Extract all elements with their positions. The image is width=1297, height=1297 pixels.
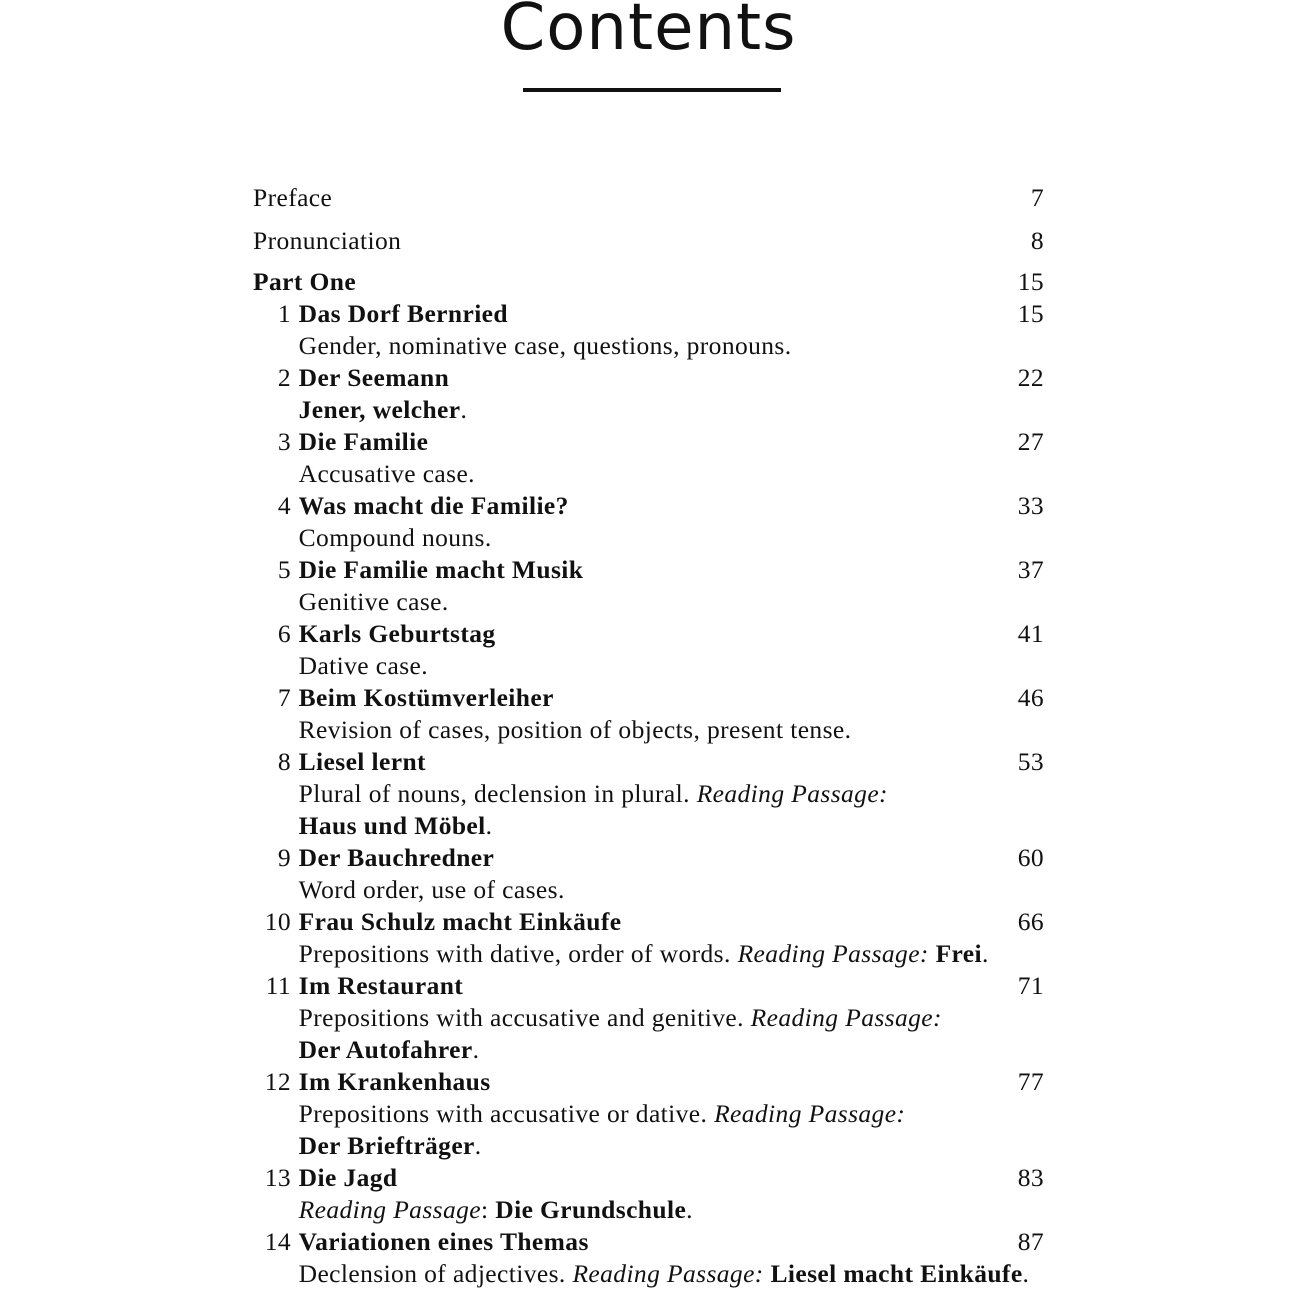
description-text: Prepositions with dative, order of words. bbox=[298, 939, 738, 968]
chapter-description bbox=[261, 1098, 1044, 1130]
chapter-description bbox=[261, 1130, 1044, 1162]
chapter-description bbox=[261, 714, 1044, 746]
toc-entry-chapter[interactable] bbox=[253, 746, 1044, 778]
chapter-page-number: 15 bbox=[1017, 299, 1044, 328]
table-of-contents bbox=[253, 180, 1044, 1290]
emphasized-term: Frei bbox=[935, 939, 983, 968]
chapter-page-number: 46 bbox=[1017, 683, 1044, 712]
chapter-description bbox=[261, 874, 1044, 906]
toc-entry-chapter[interactable] bbox=[253, 618, 1044, 650]
description-text: . bbox=[686, 1195, 693, 1224]
toc-entry-chapter[interactable] bbox=[253, 298, 1044, 330]
chapter-number: 9 bbox=[277, 843, 291, 872]
toc-entry-chapter[interactable] bbox=[253, 906, 1044, 938]
chapter-description bbox=[261, 522, 1044, 554]
description-text: . bbox=[474, 1131, 482, 1160]
chapter-number: 10 bbox=[264, 907, 291, 936]
chapter-page-number: 22 bbox=[1017, 363, 1044, 392]
chapter-description bbox=[261, 394, 1044, 426]
entry-label: Preface bbox=[253, 183, 333, 212]
chapter-description bbox=[261, 938, 1044, 970]
toc-entry-chapter[interactable] bbox=[253, 842, 1044, 874]
emphasized-term: Die Grundschule bbox=[495, 1195, 687, 1224]
description-text: . bbox=[472, 1035, 480, 1064]
chapter-heading bbox=[253, 906, 1018, 938]
chapter-description bbox=[261, 778, 1044, 810]
toc-entry-chapter[interactable] bbox=[253, 554, 1044, 586]
chapter-heading bbox=[253, 1226, 1018, 1258]
chapter-heading bbox=[253, 842, 1018, 874]
chapter-title: Im Restaurant bbox=[298, 971, 464, 1000]
chapter-page-number: 83 bbox=[1017, 1163, 1044, 1192]
chapter-page-number: 53 bbox=[1017, 747, 1044, 776]
chapter-number: 11 bbox=[265, 971, 291, 1000]
chapter-number: 6 bbox=[277, 619, 291, 648]
chapter-heading bbox=[253, 426, 1018, 458]
emphasized-term: Jener, welcher bbox=[298, 395, 461, 424]
description-text: Accusative case. bbox=[298, 459, 475, 488]
chapter-page-number: 27 bbox=[1017, 427, 1044, 456]
emphasized-term: Liesel macht Einkäufe bbox=[770, 1259, 1023, 1288]
chapter-description bbox=[261, 458, 1044, 490]
chapter-title: Frau Schulz macht Einkäufe bbox=[298, 907, 622, 936]
description-text: . bbox=[1022, 1259, 1030, 1288]
toc-entry-chapter[interactable] bbox=[253, 970, 1044, 1002]
chapter-description bbox=[261, 1034, 1044, 1066]
entry-page-number: 8 bbox=[1030, 226, 1044, 255]
part-page-number: 15 bbox=[1017, 267, 1044, 296]
description-text: Word order, use of cases. bbox=[298, 875, 565, 904]
entry-page-number: 7 bbox=[1030, 183, 1044, 212]
chapter-title: Variationen eines Themas bbox=[298, 1227, 589, 1256]
chapter-description bbox=[261, 330, 1044, 362]
chapter-heading bbox=[253, 1162, 1018, 1194]
chapter-number: 5 bbox=[277, 555, 291, 584]
chapter-description bbox=[261, 586, 1044, 618]
description-text: Gender, nominative case, questions, pronouns. bbox=[298, 331, 792, 360]
toc-entry-part[interactable] bbox=[253, 266, 1044, 298]
reading-passage-label: Reading Passage: bbox=[572, 1259, 771, 1288]
chapter-page-number: 41 bbox=[1017, 619, 1044, 648]
chapter-heading bbox=[253, 970, 1018, 1002]
title-underline bbox=[523, 88, 781, 92]
chapter-description bbox=[261, 810, 1044, 842]
reading-passage-label: Reading Passage: bbox=[696, 779, 888, 808]
chapter-heading bbox=[253, 682, 1018, 714]
chapter-page-number: 66 bbox=[1017, 907, 1044, 936]
chapter-number: 8 bbox=[277, 747, 291, 776]
emphasized-term: Haus und Möbel bbox=[298, 811, 486, 840]
reading-passage-label: Reading Passage bbox=[298, 1195, 481, 1224]
chapter-heading bbox=[253, 362, 1018, 394]
toc-entry-front[interactable] bbox=[253, 180, 1044, 223]
chapter-heading bbox=[253, 746, 1018, 778]
description-text: Declension of adjectives. bbox=[298, 1259, 573, 1288]
toc-entry-chapter[interactable] bbox=[253, 682, 1044, 714]
chapter-heading bbox=[253, 1066, 1018, 1098]
chapter-title: Der Seemann bbox=[298, 363, 450, 392]
chapter-title: Beim Kostümverleiher bbox=[298, 683, 554, 712]
chapter-number: 7 bbox=[277, 683, 291, 712]
description-text: : bbox=[481, 1195, 496, 1224]
description-text: Prepositions with accusative and genitive. bbox=[298, 1003, 751, 1032]
description-text: Prepositions with accusative or dative. bbox=[298, 1099, 715, 1128]
emphasized-term: Der Briefträger bbox=[298, 1131, 475, 1160]
chapter-title: Liesel lernt bbox=[298, 747, 426, 776]
chapter-title: Im Krankenhaus bbox=[298, 1067, 491, 1096]
toc-entry-chapter[interactable] bbox=[253, 1162, 1044, 1194]
toc-entry-chapter[interactable] bbox=[253, 1066, 1044, 1098]
toc-entry-chapter[interactable] bbox=[253, 490, 1044, 522]
chapter-title: Der Bauchredner bbox=[298, 843, 495, 872]
toc-entry-chapter[interactable] bbox=[253, 426, 1044, 458]
toc-entry-chapter[interactable] bbox=[253, 362, 1044, 394]
chapter-heading bbox=[253, 490, 1018, 522]
description-text: Dative case. bbox=[298, 651, 429, 680]
chapter-page-number: 77 bbox=[1017, 1067, 1044, 1096]
description-text: . bbox=[485, 811, 493, 840]
emphasized-term: Der Autofahrer bbox=[298, 1035, 473, 1064]
chapter-page-number: 71 bbox=[1017, 971, 1044, 1000]
chapter-heading bbox=[253, 554, 1018, 586]
chapter-heading bbox=[253, 618, 1018, 650]
chapter-number: 14 bbox=[264, 1227, 291, 1256]
chapter-title: Die Familie macht Musik bbox=[298, 555, 584, 584]
reading-passage-label: Reading Passage: bbox=[737, 939, 936, 968]
chapter-number: 3 bbox=[277, 427, 291, 456]
chapter-heading bbox=[253, 298, 1018, 330]
chapter-page-number: 60 bbox=[1017, 843, 1044, 872]
chapter-page-number: 87 bbox=[1017, 1227, 1044, 1256]
chapter-number: 12 bbox=[264, 1067, 291, 1096]
reading-passage-label: Reading Passage: bbox=[750, 1003, 942, 1032]
chapter-number: 4 bbox=[277, 491, 291, 520]
chapter-description bbox=[261, 1194, 1044, 1226]
chapter-page-number: 37 bbox=[1017, 555, 1044, 584]
reading-passage-label: Reading Passage: bbox=[714, 1099, 906, 1128]
toc-entry-chapter[interactable] bbox=[253, 1226, 1044, 1258]
chapter-number: 2 bbox=[277, 363, 291, 392]
chapter-number: 1 bbox=[277, 299, 291, 328]
description-text: Plural of nouns, declension in plural. bbox=[298, 779, 697, 808]
chapter-page-number: 33 bbox=[1017, 491, 1044, 520]
description-text: Genitive case. bbox=[298, 587, 449, 616]
chapter-number: 13 bbox=[264, 1163, 291, 1192]
description-text: . bbox=[460, 395, 468, 424]
chapter-title: Die Jagd bbox=[298, 1163, 398, 1192]
chapter-description bbox=[261, 1002, 1044, 1034]
chapter-description bbox=[261, 1258, 1044, 1290]
chapter-title: Karls Geburtstag bbox=[298, 619, 496, 648]
chapter-title: Die Familie bbox=[298, 427, 429, 456]
chapter-description bbox=[261, 650, 1044, 682]
entry-label: Pronunciation bbox=[253, 226, 402, 255]
toc-entry-front[interactable] bbox=[253, 223, 1044, 266]
chapter-title: Was macht die Familie? bbox=[298, 491, 569, 520]
chapter-title: Das Dorf Bernried bbox=[298, 299, 508, 328]
page-title: Contents bbox=[500, 0, 797, 65]
description-text: Compound nouns. bbox=[298, 523, 492, 552]
description-text: . bbox=[982, 939, 989, 968]
description-text: Revision of cases, position of objects, present tense. bbox=[298, 715, 852, 744]
part-label: Part One bbox=[253, 267, 357, 296]
